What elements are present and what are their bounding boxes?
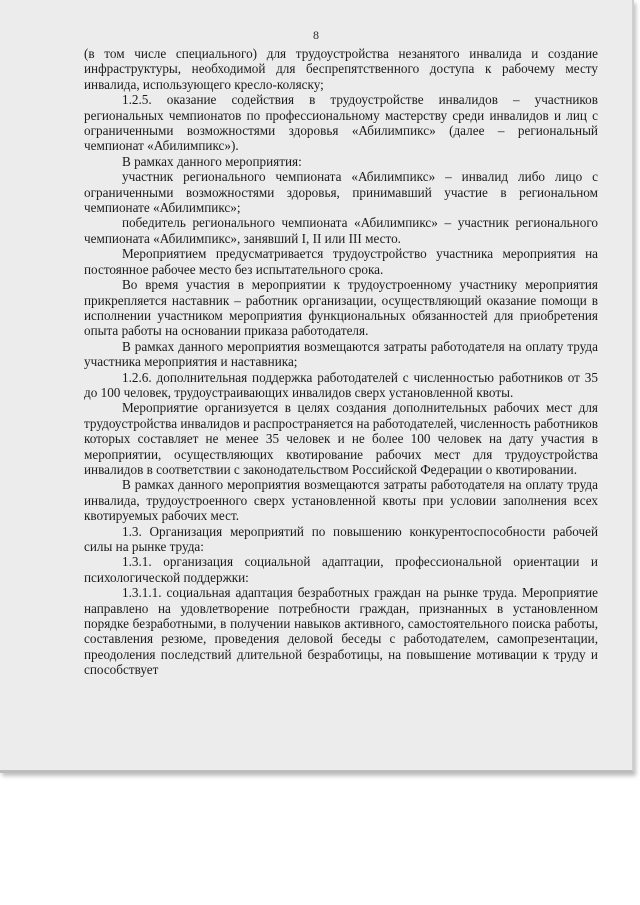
paragraph-item-1-2-6: 1.2.6. дополнительная поддержка работодателей с численностью работников от 35 до 100 человек, трудоустраивающих инвалидов сверх установленной квоты.: [84, 369, 598, 400]
paragraph-item-1-2-5: 1.2.5. оказание содействия в трудоустройстве инвалидов – участников региональных чемпионатов по профессиональному мастерству среди инвалидов и лиц с ограниченными возможностями здоровья «Абилимпикс» (далее – региональный чемпионат «Абилимпикс»).: [84, 92, 598, 154]
paragraph-participant-definition: участник регионального чемпионата «Абилимпикс» – инвалид либо лицо с ограниченными возможностями здоровья, принимавший участие в региональном чемпионате «Абилимпикс»;: [84, 169, 598, 216]
paragraph-item-1-3: 1.3. Организация мероприятий по повышению конкурентоспособности рабочей силы на рынке труда:: [84, 523, 598, 554]
paragraph-item-1-3-1-1: 1.3.1.1. социальная адаптация безработных граждан на рынке труда. Мероприятие направлено на удовлетворение потребности граждан, признанных в установленном порядке безработными, в получении навыков активного, самостоятельного поиска работы, составления резюме, проведения деловой беседы с работодателем, самопрезентации, преодоления последствий длительной безработицы, на повышение мотивации к труду и способствует: [84, 585, 598, 678]
paragraph-reimbursement-2: В рамках данного мероприятия возмещаются затраты работодателя на оплату труда инвалида, трудоустроенного сверх установленной квоты при условии заполнения всех квотируемых рабочих мест.: [84, 477, 598, 524]
paragraph-within-measure: В рамках данного мероприятия:: [122, 153, 302, 169]
page-number: 8: [313, 28, 319, 42]
document-body: [84, 46, 598, 678]
paragraph-mentor: Во время участия в мероприятии к трудоустроенному участнику мероприятия прикрепляется наставник – работник организации, осуществляющий оказание помощи в исполнении участником мероприятия функциональных обязанностей для приобретения опыта работы на основании приказа работодателя.: [84, 277, 598, 339]
paragraph-item-1-3-1: 1.3.1. организация социальной адаптации, профессиональной ориентации и психологической поддержки:: [84, 554, 598, 585]
paragraph-winner-definition: победитель регионального чемпионата «Абилимпикс» – участник регионального чемпионата «Абилимпикс», занявший I, II или III место.: [84, 215, 598, 246]
paragraph-continuation: (в том числе специального) для трудоустройства незанятого инвалида и создание инфраструктуры, необходимой для беспрепятственного доступа к рабочему месту инвалида, использующего кресло-коляску;: [84, 46, 598, 92]
paragraph-reimbursement-1: В рамках данного мероприятия возмещаются затраты работодателя на оплату труда участника мероприятия и наставника;: [84, 338, 598, 370]
paragraph-measure-organization: Мероприятие организуется в целях создания дополнительных рабочих мест для трудоустройства инвалидов и распространяется на работодателей, численность работников которых составляет не менее 35 человек и не более 100 человек на дату участия в мероприятии, осуществляющих квотирование рабочих мест для трудоустройства инвалидов в соответствии с законодательством Российской Федерации о квотировании.: [84, 400, 598, 477]
paragraph-employment-provision: Мероприятием предусматривается трудоустройство участника мероприятия на постоянное рабочее место без испытательного срока.: [84, 246, 598, 277]
